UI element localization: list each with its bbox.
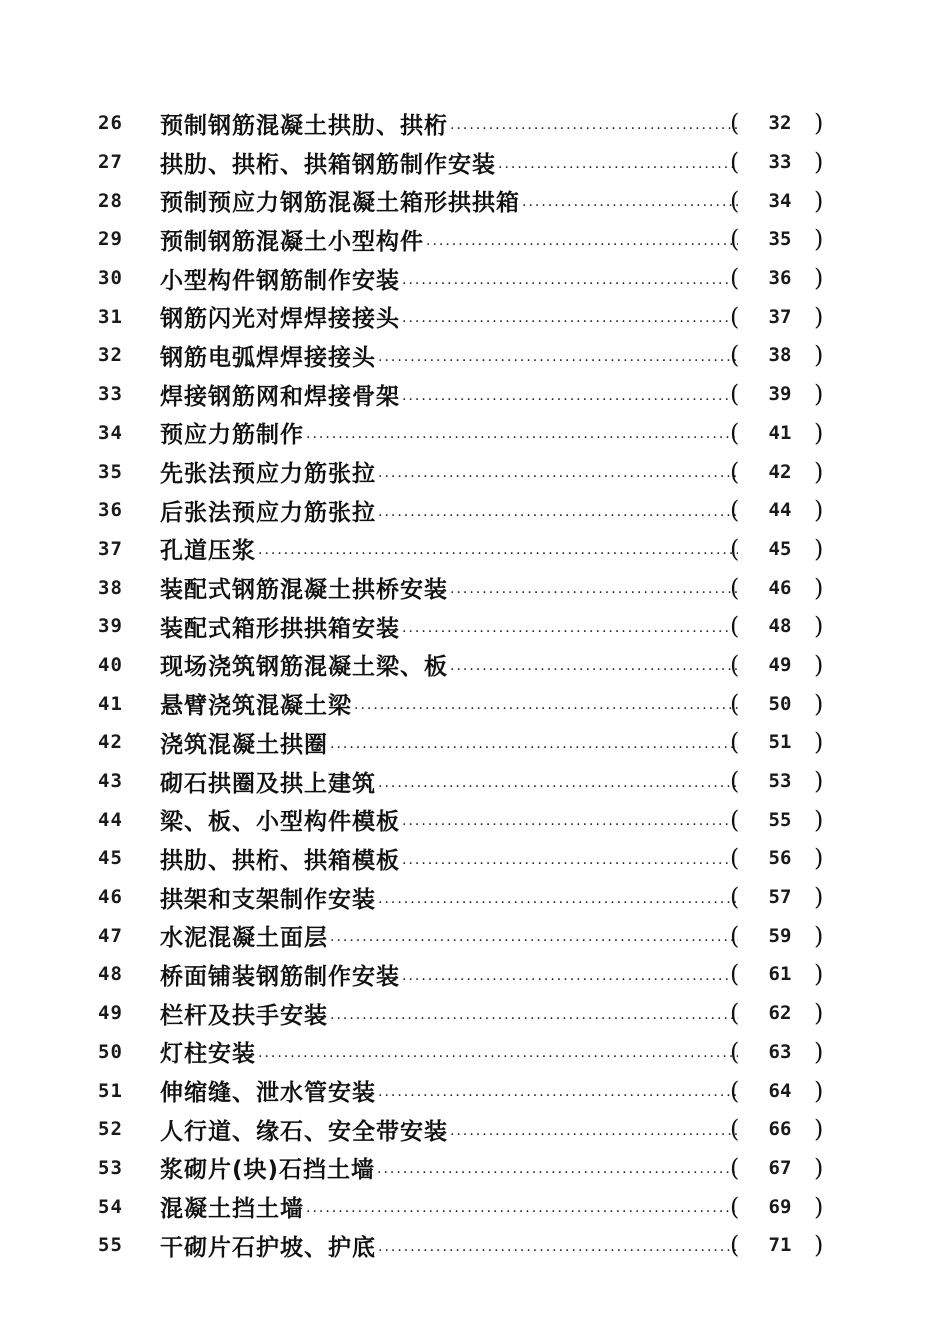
toc-entry-number: 55 [98, 1234, 123, 1257]
toc-entry-title: 焊接钢筋网和焊接骨架 [160, 383, 400, 410]
toc-entry-title: 现场浇筑钢筋混凝土梁、板 [160, 654, 448, 681]
toc-entry-number: 35 [98, 460, 123, 483]
toc-entry [98, 684, 838, 723]
toc-entry-number: 31 [98, 305, 123, 328]
page-paren-close: ) [814, 457, 824, 486]
page-paren-close: ) [814, 109, 824, 138]
toc-entry-number: 53 [98, 1156, 123, 1179]
page-paren-close: ) [814, 921, 824, 950]
toc-entry-title: 孔道压浆 [160, 538, 256, 565]
toc-entry-title-line [160, 532, 738, 565]
toc-entry [98, 375, 838, 414]
toc-entry-title: 先张法预应力筋张拉 [160, 461, 376, 488]
dot-leader [378, 1089, 738, 1103]
page-paren-close: ) [814, 960, 824, 989]
page-paren-open: ( [730, 534, 740, 563]
toc-entry-number: 44 [98, 808, 123, 831]
page-paren-open: ( [730, 999, 740, 1028]
toc-entry-title: 浇筑混凝土拱圈 [160, 731, 328, 758]
toc-entry-title-line [160, 184, 738, 217]
dot-leader [402, 973, 738, 987]
toc-entry-title: 拱肋、拱桁、拱箱模板 [160, 847, 400, 874]
dot-leader [378, 780, 738, 794]
dot-leader [402, 393, 738, 407]
dot-leader [402, 625, 738, 639]
toc-entry-title: 预应力筋制作 [160, 422, 304, 449]
toc-entry [98, 1033, 838, 1072]
toc-entry-page-number: 61 [768, 963, 792, 986]
dot-leader [402, 818, 738, 832]
toc-entry-page-number: 62 [768, 1002, 792, 1025]
dot-leader [258, 1050, 738, 1064]
toc-entry-title-line [160, 107, 738, 140]
toc-entry-number: 41 [98, 692, 123, 715]
page-paren-open: ( [730, 1037, 740, 1066]
toc-entry-page-number: 50 [768, 692, 792, 715]
page-paren-open: ( [730, 650, 740, 679]
page-paren-close: ) [814, 148, 824, 177]
dot-leader [378, 896, 738, 910]
dot-leader [498, 161, 738, 175]
page-paren-close: ) [814, 999, 824, 1028]
toc-entry-number: 30 [98, 267, 123, 290]
toc-entry [98, 994, 838, 1033]
page-paren-open: ( [730, 728, 740, 757]
dot-leader [378, 1244, 738, 1258]
toc-entry-title: 伸缩缝、泄水管安装 [160, 1080, 376, 1107]
toc-entry [98, 181, 838, 220]
dot-leader [522, 199, 738, 213]
dot-leader [330, 934, 738, 948]
page-paren-open: ( [730, 1076, 740, 1105]
toc-entry-title: 浆砌片(块)石挡土墙 [160, 1157, 376, 1184]
dot-leader [306, 1205, 738, 1219]
toc-entry-number: 40 [98, 653, 123, 676]
page-paren-close: ) [814, 1076, 824, 1105]
toc-entry-number: 33 [98, 383, 123, 406]
toc-entry-title-line [160, 610, 738, 643]
toc-entry-page-number: 66 [768, 1118, 792, 1141]
page-paren-open: ( [730, 960, 740, 989]
toc-entry-page-number: 49 [768, 653, 792, 676]
toc-entry [98, 1149, 838, 1188]
toc-entry-title-line [160, 378, 738, 411]
toc-entry-title: 小型构件钢筋制作安装 [160, 267, 400, 294]
toc-entry [98, 220, 838, 259]
toc-entry-page-number: 63 [768, 1040, 792, 1063]
page-paren-open: ( [730, 844, 740, 873]
toc-entry [98, 646, 838, 685]
toc-entry-page-number: 48 [768, 615, 792, 638]
dot-leader [330, 1012, 738, 1026]
toc-entry-page-number: 42 [768, 460, 792, 483]
page-paren-open: ( [730, 341, 740, 370]
page-paren-open: ( [730, 883, 740, 912]
page-paren-open: ( [730, 457, 740, 486]
dot-leader [378, 470, 738, 484]
page-paren-close: ) [814, 883, 824, 912]
toc-entry-title: 装配式钢筋混凝土拱桥安装 [160, 577, 448, 604]
page-paren-open: ( [730, 1115, 740, 1144]
page-paren-close: ) [814, 573, 824, 602]
page-paren-open: ( [730, 1192, 740, 1221]
toc-entry [98, 723, 838, 762]
toc-entry-page-number: 33 [768, 151, 792, 174]
dot-leader [450, 1128, 738, 1142]
page-paren-open: ( [730, 225, 740, 254]
page-paren-close: ) [814, 496, 824, 525]
toc-entry-title-line [160, 262, 738, 295]
toc-entry-page-number: 51 [768, 731, 792, 754]
page-paren-open: ( [730, 186, 740, 215]
toc-entry-number: 48 [98, 963, 123, 986]
dot-leader [450, 122, 738, 136]
toc-entry [98, 452, 838, 491]
page-paren-close: ) [814, 1231, 824, 1260]
page-paren-open: ( [730, 767, 740, 796]
toc-entry-page-number: 46 [768, 576, 792, 599]
toc-entry-page-number: 44 [768, 499, 792, 522]
toc-entry-page-number: 69 [768, 1195, 792, 1218]
toc-entry-number: 49 [98, 1002, 123, 1025]
page-paren-close: ) [814, 186, 824, 215]
page-paren-open: ( [730, 1231, 740, 1260]
toc-entry-title: 栏杆及扶手安装 [160, 1002, 328, 1029]
toc-entry-page-number: 35 [768, 228, 792, 251]
toc-entry-page-number: 71 [768, 1234, 792, 1257]
toc-entry-page-number: 56 [768, 847, 792, 870]
dot-leader [402, 315, 738, 329]
toc-entry-title-line [160, 765, 738, 798]
toc-entry-page-number: 64 [768, 1079, 792, 1102]
toc-entry-title: 拱肋、拱桁、拱箱钢筋制作安装 [160, 151, 496, 178]
toc-entry-number: 26 [98, 112, 123, 135]
page-paren-close: ) [814, 302, 824, 331]
toc-entry-title-line [160, 919, 738, 952]
page-paren-close: ) [814, 612, 824, 641]
toc-entry-title: 灯柱安装 [160, 1041, 256, 1068]
page-paren-open: ( [730, 148, 740, 177]
page-paren-close: ) [814, 1115, 824, 1144]
toc-entry-title: 悬臂浇筑混凝土梁 [160, 693, 352, 720]
toc-entry-page-number: 53 [768, 770, 792, 793]
toc-entry-page-number: 59 [768, 924, 792, 947]
toc-entry-page-number: 39 [768, 383, 792, 406]
toc-entry-title-line [160, 687, 738, 720]
toc-entry-page-number: 41 [768, 421, 792, 444]
toc-entry-page-number: 36 [768, 267, 792, 290]
dot-leader [450, 586, 738, 600]
toc-entry-title-line [160, 339, 738, 372]
toc-entry-title: 水泥混凝土面层 [160, 925, 328, 952]
page-paren-open: ( [730, 573, 740, 602]
dot-leader [402, 277, 738, 291]
toc-entry-title-line [160, 146, 738, 179]
toc-entry-title-line [160, 803, 738, 836]
toc-entry-title-line [160, 842, 738, 875]
page-paren-close: ) [814, 650, 824, 679]
page-paren-close: ) [814, 1192, 824, 1221]
page-paren-close: ) [814, 767, 824, 796]
toc-entry-page-number: 67 [768, 1156, 792, 1179]
toc-entry [98, 762, 838, 801]
toc-entry [98, 568, 838, 607]
toc-entry-number: 32 [98, 344, 123, 367]
page-paren-open: ( [730, 302, 740, 331]
dot-leader [426, 238, 738, 252]
toc-entry-number: 34 [98, 421, 123, 444]
page-paren-close: ) [814, 380, 824, 409]
toc-entry-title-line [160, 1229, 738, 1262]
toc-entry [98, 104, 838, 143]
page-paren-open: ( [730, 496, 740, 525]
page-paren-close: ) [814, 844, 824, 873]
toc-entry [98, 1187, 838, 1226]
page-paren-close: ) [814, 225, 824, 254]
toc-entry-title-line [160, 997, 738, 1030]
page-paren-close: ) [814, 264, 824, 293]
toc-entry [98, 1110, 838, 1149]
toc-entry-title: 预制钢筋混凝土拱肋、拱桁 [160, 112, 448, 139]
dot-leader [258, 547, 738, 561]
page-paren-open: ( [730, 380, 740, 409]
toc-entry-number: 47 [98, 924, 123, 947]
toc-entry [98, 1226, 838, 1265]
toc-entry [98, 878, 838, 917]
toc-entry-title-line [160, 958, 738, 991]
toc-entry-title: 预制钢筋混凝土小型构件 [160, 228, 424, 255]
toc-entry-number: 28 [98, 189, 123, 212]
page-paren-open: ( [730, 689, 740, 718]
dot-leader [377, 1166, 738, 1180]
page-paren-open: ( [730, 264, 740, 293]
toc-entry-page-number: 32 [768, 112, 792, 135]
toc-entry-number: 42 [98, 731, 123, 754]
page-paren-close: ) [814, 1037, 824, 1066]
dot-leader [306, 431, 738, 445]
page-paren-open: ( [730, 612, 740, 641]
page-paren-close: ) [814, 689, 824, 718]
toc-entry-title: 砌石拱圈及拱上建筑 [160, 770, 376, 797]
toc-entry-title: 装配式箱形拱拱箱安装 [160, 615, 400, 642]
toc-entry-title-line [160, 881, 738, 914]
page-paren-open: ( [730, 921, 740, 950]
toc-entry-title: 梁、板、小型构件模板 [160, 809, 400, 836]
toc-entry-page-number: 57 [768, 886, 792, 909]
page-paren-open: ( [730, 1153, 740, 1182]
toc-entry-title-line [160, 571, 738, 604]
toc-entry-title-line [160, 223, 738, 256]
toc-entry-title-line [160, 300, 738, 333]
toc-entry-page-number: 37 [768, 305, 792, 328]
toc-entry [98, 607, 838, 646]
toc-entry-title-line [160, 416, 738, 449]
toc-entry-title: 桥面铺装钢筋制作安装 [160, 963, 400, 990]
toc-entry-page-number: 55 [768, 808, 792, 831]
page-paren-close: ) [814, 805, 824, 834]
toc-entry-number: 46 [98, 886, 123, 909]
toc-entry-title-line [160, 1190, 738, 1223]
toc-entry-number: 37 [98, 537, 123, 560]
toc-entry [98, 1071, 838, 1110]
toc-entry-title-line [160, 1151, 738, 1184]
toc-entry-page-number: 45 [768, 537, 792, 560]
page-paren-open: ( [730, 805, 740, 834]
toc-entry [98, 955, 838, 994]
toc-entry-number: 52 [98, 1118, 123, 1141]
page-paren-open: ( [730, 418, 740, 447]
dot-leader [402, 857, 738, 871]
toc-entry-number: 45 [98, 847, 123, 870]
toc-entry-title: 钢筋电弧焊焊接接头 [160, 344, 376, 371]
toc-entry-number: 29 [98, 228, 123, 251]
toc-entry-title: 后张法预应力筋张拉 [160, 499, 376, 526]
toc-entry-number: 39 [98, 615, 123, 638]
toc-entry-page-number: 34 [768, 189, 792, 212]
toc-entry-title: 预制预应力钢筋混凝土箱形拱拱箱 [160, 190, 520, 217]
toc-entry-title: 干砌片石护坡、护底 [160, 1234, 376, 1261]
toc-entry-number: 43 [98, 770, 123, 793]
dot-leader [354, 702, 738, 716]
page-paren-open: ( [730, 109, 740, 138]
toc-entry-title: 人行道、缘石、安全带安装 [160, 1118, 448, 1145]
toc-entry-number: 38 [98, 576, 123, 599]
dot-leader [378, 354, 738, 368]
toc-entry-number: 27 [98, 151, 123, 174]
toc-entry-number: 50 [98, 1040, 123, 1063]
toc-entry-page-number: 38 [768, 344, 792, 367]
toc-entry-title-line [160, 1113, 738, 1146]
toc-entry-title-line [160, 1035, 738, 1068]
toc-entry-number: 54 [98, 1195, 123, 1218]
toc-entry [98, 800, 838, 839]
page-paren-close: ) [814, 418, 824, 447]
toc-entry-title: 拱架和支架制作安装 [160, 886, 376, 913]
toc-entry-title-line [160, 494, 738, 527]
toc-entry [98, 491, 838, 530]
toc-entry [98, 143, 838, 182]
page-paren-close: ) [814, 534, 824, 563]
toc-entry [98, 336, 838, 375]
toc-entry [98, 414, 838, 453]
toc-entry-title: 钢筋闪光对焊焊接接头 [160, 306, 400, 333]
toc-entry-title: 混凝土挡土墙 [160, 1196, 304, 1223]
toc-entry [98, 297, 838, 336]
toc-entry-number: 51 [98, 1079, 123, 1102]
toc-entry-title-line [160, 726, 738, 759]
toc-entry-number: 36 [98, 499, 123, 522]
page-paren-close: ) [814, 1153, 824, 1182]
dot-leader [330, 741, 738, 755]
table-of-contents [98, 104, 838, 1265]
toc-entry [98, 259, 838, 298]
dot-leader [450, 663, 738, 677]
page-paren-close: ) [814, 341, 824, 370]
toc-entry-title-line [160, 648, 738, 681]
dot-leader [378, 509, 738, 523]
page-paren-close: ) [814, 728, 824, 757]
toc-entry [98, 530, 838, 569]
toc-entry [98, 916, 838, 955]
toc-entry [98, 839, 838, 878]
toc-entry-title-line [160, 1074, 738, 1107]
toc-entry-title-line [160, 455, 738, 488]
